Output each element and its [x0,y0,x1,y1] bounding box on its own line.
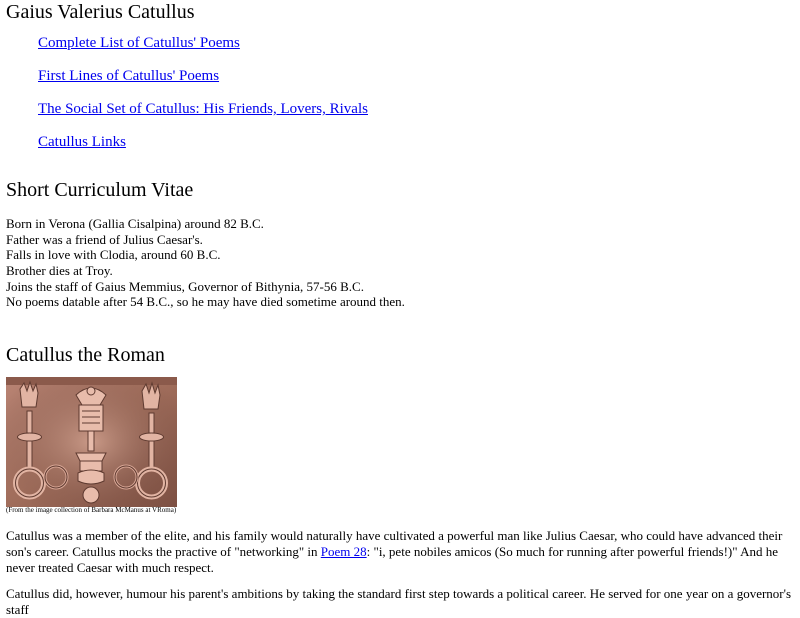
image-caption: (From the image collection of Barbara McManus at VRoma) [6,506,177,514]
roman-paragraph-2: Catullus did, however, humour his parent's ambitions by taking the standard first step towards a political career. He served for one year on a governor's staff [6,586,792,617]
paragraph-text: : "i, pete nobiles amicos (So much for running after powerful friends!)" And he never treated Caesar with much respect. [6,543,778,575]
vitae-line: Falls in love with Clodia, around 60 B.C. [6,247,221,262]
poem-28-link[interactable]: Poem 28 [320,543,367,559]
vitae-line: Father was a friend of Julius Caesar's. [6,232,203,247]
link-catullus-links[interactable]: Catullus Links [38,134,126,150]
vitae-line: Born in Verona (Gallia Cisalpina) around 82 B.C. [6,216,264,231]
vitae-line: No poems datable after 54 B.C., so he may have died sometime around then. [6,294,405,309]
link-complete-list[interactable]: Complete List of Catullus' Poems [38,35,240,51]
roman-relief-image [6,377,177,507]
roman-heading: Catullus the Roman [6,344,165,366]
vitae-heading: Short Curriculum Vitae [6,179,194,201]
page-title: Gaius Valerius Catullus [6,1,195,23]
roman-paragraph-1 [6,528,796,575]
vitae-line: Brother dies at Troy. [6,263,113,278]
vitae-line: Joins the staff of Gaius Memmius, Governor of Bithynia, 57-56 B.C. [6,279,364,294]
paragraph-text: Catullus was a member of the elite, and his family would naturally have cultivated a powerful man like Julius Caesar, who could have advanced their son's career. Catullus mocks the practive of "networking" in [6,528,783,559]
link-first-lines[interactable]: First Lines of Catullus' Poems [38,68,220,84]
link-social-set[interactable]: The Social Set of Catullus: His Friends, Lovers, Rivals [38,101,368,117]
